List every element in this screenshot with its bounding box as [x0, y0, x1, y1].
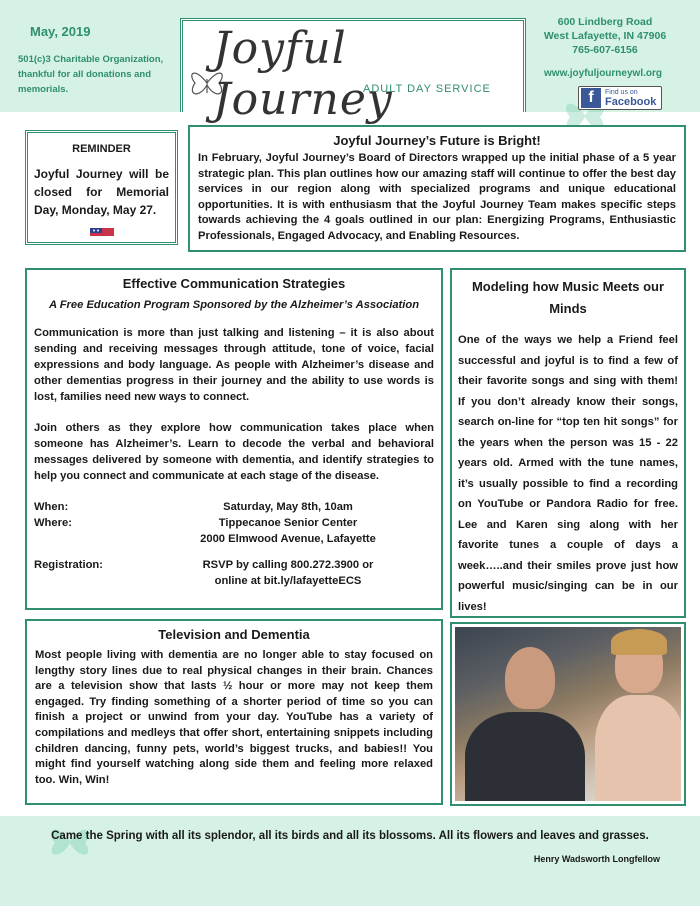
quote-author: Henry Wadsworth Longfellow — [533, 854, 660, 864]
issue-date: May, 2019 — [30, 24, 91, 39]
future-article — [188, 125, 686, 252]
registration-link[interactable]: online at bit.ly/lafayetteECS — [214, 575, 362, 587]
tv-title: Television and Dementia — [158, 627, 310, 642]
communication-paragraph: Join others as they explore how communication takes place when someone has Alzheimer’s. Learn to decode the verbal and behavioral messages delivered by someone with dementia, and identify strategies to help you connect and communicate at each stage of the disease. — [34, 422, 434, 482]
flag-stars-icon — [90, 227, 114, 237]
charity-line: 501(c)3 Charitable Organization, — [18, 54, 164, 65]
event-where — [34, 515, 434, 531]
logo — [180, 18, 526, 125]
where-address: 2000 Elmwood Avenue, Lafayette — [200, 533, 376, 545]
tv-article — [25, 619, 443, 805]
website-link[interactable]: www.joyfuljourneywl.org — [544, 68, 662, 79]
music-title: Modeling how Music Meets our Minds — [471, 279, 665, 316]
logo-title: Joyful Journey — [213, 23, 393, 125]
photo-frame — [450, 622, 686, 806]
charity-statement — [18, 52, 168, 97]
music-photo — [455, 627, 681, 801]
where-value: Tippecanoe Senior Center — [218, 517, 358, 529]
charity-line: thankful for all donations and — [18, 69, 151, 80]
address-line: West Lafayette, IN 47906 — [543, 30, 667, 42]
music-body: One of the ways we help a Friend feel successful and joyful is to find a few of their favorite songs and sing with them! If you don’t already know their songs, search on-line for “top ten hit songs” for the years when the person was 15 - 22 years old. Armed with the tune names, it’s usually possible to find a recording on YouTube or Pandora Radio for free. Lee and Karen sing along with her favorite tunes a couple of days a week…..and their smiles prove just how powerful music/singing can be in our lives! — [458, 334, 678, 613]
event-where-address — [34, 531, 434, 547]
reminder-title: REMINDER — [72, 143, 131, 155]
registration-label: Registration: — [34, 559, 103, 571]
photo-woman-hair — [611, 629, 667, 655]
facebook-icon: f — [581, 88, 601, 108]
when-label: When: — [34, 501, 69, 513]
event-registration — [34, 557, 434, 573]
event-registration-online — [34, 573, 434, 589]
where-label: Where: — [34, 517, 72, 529]
communication-subtitle: A Free Education Program Sponsored by the Alzheimer’s Association — [48, 299, 420, 311]
communication-paragraph: Communication is more than just talking and listening – it is also about sending and receiving messages through attitude, tone of voice, facial expressions and body language. As people with Alzheimer’s disease and other dementias progress in their journey and the ability to use words is lost, families need new ways to connect. — [34, 327, 434, 403]
event-when — [34, 499, 434, 515]
address-block — [530, 15, 680, 57]
photo-man-body — [465, 712, 585, 801]
facebook-button[interactable] — [578, 86, 662, 110]
charity-line: memorials. — [18, 84, 69, 95]
tv-body: Most people living with dementia are no longer able to stay focused on lengthy story lines due to real physical changes in their brain. Chances are a television show that lasts ½ hour or more may not keep them engaged. Try finding something of a shorter period of time so you can finish a project or unwind from your day. YouTube has a variety of compilations and medleys that offer short, entertaining snippets including children dancing, funny pets, world’s biggest trucks, and babies!! You might find yourself watching along side them and feeling more relaxed too. Win, Win! — [35, 649, 433, 786]
photo-woman-body — [595, 695, 681, 801]
future-title: Joyful Journey’s Future is Bright! — [333, 133, 541, 148]
header-banner — [0, 0, 700, 125]
reminder-body: Joyful Journey will be closed for Memorial Day, Monday, May 27. — [34, 167, 169, 217]
reminder-box — [25, 130, 178, 245]
communication-article — [25, 268, 443, 610]
facebook-label — [605, 89, 656, 108]
photo-man — [505, 647, 555, 709]
future-body: In February, Joyful Journey’s Board of Directors wrapped up the initial phase of a 5 year strategic plan. This plan outlines how our amazing staff will continue to offer the best day services in our region along with specialized programs and unique educational opportunities. It is with enthusiasm that the Joyful Journey Team makes specific steps towards achieving the 4 goals outlined in our plan: Energizing Programs, Enthusiastic Professionals, Engaged Advocacy, and Enabling Resources. — [198, 152, 676, 242]
facebook-big-text: Facebook — [605, 95, 657, 108]
phone-number: 765-607-6156 — [572, 44, 638, 56]
logo-subtitle: ADULT DAY SERVICE — [363, 83, 491, 95]
facebook-small-text: Find us on — [605, 88, 638, 96]
footer-banner — [0, 816, 700, 906]
communication-title: Effective Communication Strategies — [122, 276, 346, 291]
when-value: Saturday, May 8th, 10am — [223, 501, 353, 513]
address-line: 600 Lindberg Road — [557, 16, 653, 28]
music-article — [450, 268, 686, 618]
registration-value: RSVP by calling 800.272.3900 or — [202, 559, 374, 571]
footer-quote: Came the Spring with all its splendor, all its birds and all its blossoms. All its flowers and leaves and grasses. — [51, 830, 649, 842]
